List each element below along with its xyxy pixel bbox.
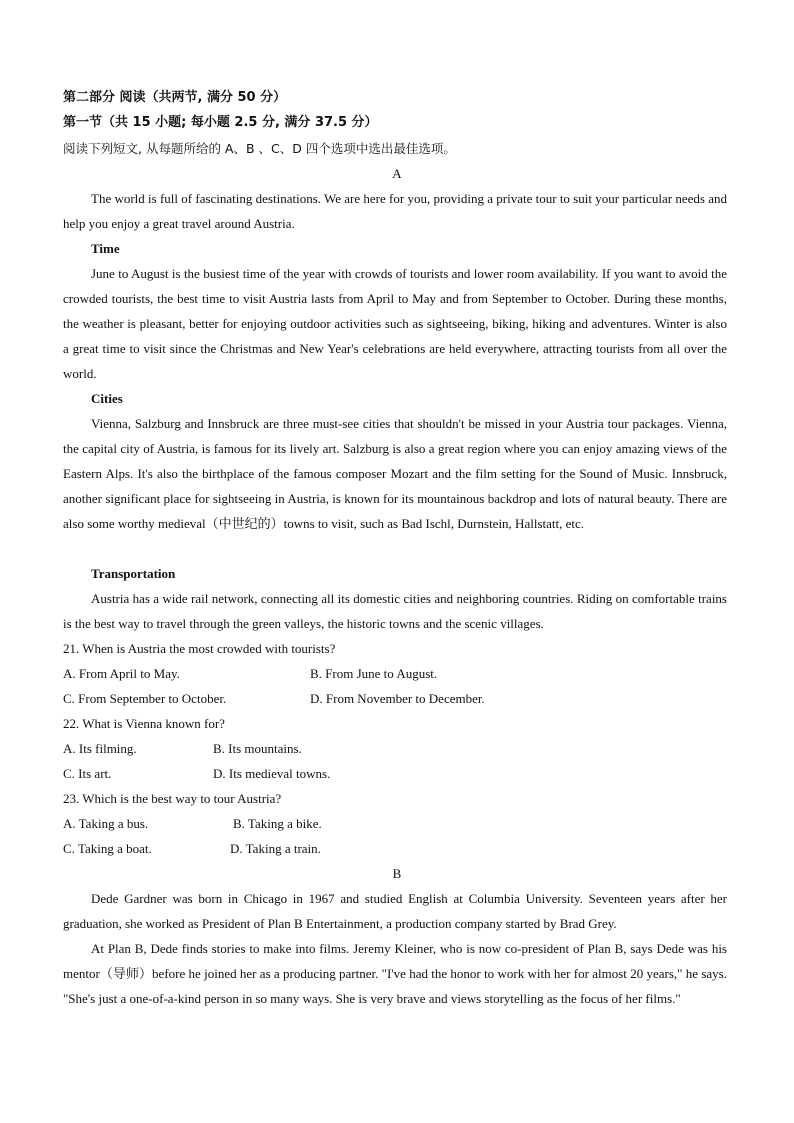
passage-a-intro (63, 186, 727, 236)
instruction-text: 阅读下列短文, 从每题所给的 A、B 、C、D 四个选项中选出最佳选项。 (63, 141, 456, 156)
passage-b-paragraph-1-text: Dede Gardner was born in Chicago in 1967 and studied English at Columbia University. Seventeen years after her graduation, she worked as President of Plan B Entertainment, a production company started by Brad Grey. (63, 891, 727, 931)
paragraph-transportation (63, 586, 727, 636)
passage-b-paragraph-2 (63, 936, 727, 1011)
question-23-option-d: D. Taking a train. (230, 841, 321, 856)
paragraph-time (63, 261, 727, 386)
heading-time: Time (91, 241, 120, 256)
question-22-stem: 22. What is Vienna known for? (63, 716, 225, 731)
question-23-option-b: B. Taking a bike. (233, 816, 322, 831)
question-22-option-b: B. Its mountains. (213, 741, 302, 756)
question-23-option-c: C. Taking a boat. (63, 841, 152, 856)
section-title: 第一节（共 15 小题; 每小题 2.5 分, 满分 37.5 分） (63, 115, 378, 130)
question-22-option-a: A. Its filming. (63, 741, 137, 756)
paragraph-time-text: June to August is the busiest time of the year with crowds of tourists and lower room availability. If you want to avoid the crowded tourists, the best time to visit Austria lasts from April to May and from September to October. During these months, the weather is pleasant, better for enjoying outdoor activities such as sightseeing, biking, hiking and adventures. Winter is also a great time to visit since the Christmas and New Year's celebrations are held everywhere, attracting tourists from all over the world. (63, 266, 727, 381)
paragraph-cities-text: Vienna, Salzburg and Innsbruck are three must-see cities that shouldn't be missed in your Austria tour packages. Vienna, the capital city of Austria, is famous for its lively art. Salzburg is also a great region where you can enjoy amazing views of the Eastern Alps. It's also the birthplace of the famous composer Mozart and the film setting for the Sound of Music. Innsbruck, another significant place for sightseeing in Austria, is known for its mountainous backdrop and lots of natural beauty. There are also some worthy medieval（中世纪的）towns to visit, such as Bad Ischl, Durnstein, Hallstatt, etc. (63, 416, 727, 531)
heading-cities: Cities (91, 391, 123, 406)
part-title: 第二部分 阅读（共两节, 满分 50 分） (63, 90, 287, 105)
paragraph-transportation-text: Austria has a wide rail network, connecting all its domestic cities and neighboring countries. Riding on comfortable trains is the best way to travel through the green valleys, the historic towns and the scenic villages. (63, 591, 727, 631)
question-21-option-c: C. From September to October. (63, 691, 227, 706)
paragraph-cities (63, 411, 727, 536)
question-23-option-a: A. Taking a bus. (63, 816, 149, 831)
passage-a-intro-text: The world is full of fascinating destinations. We are here for you, providing a private tour to suit your particular needs and help you enjoy a great travel around Austria. (63, 191, 727, 231)
question-22-option-d: D. Its medieval towns. (213, 766, 331, 781)
passage-a-letter: A (392, 166, 402, 181)
question-23-stem: 23. Which is the best way to tour Austria? (63, 791, 282, 806)
passage-b-paragraph-2-text: At Plan B, Dede finds stories to make into films. Jeremy Kleiner, who is now co-president of Plan B, says Dede was his mentor（导师）before he joined her as a producing partner. "I've had the honor to work with her for almost 20 years," he says. "She's just a one-of-a-kind person in so many ways. She is very brave and views storytelling as the focus of her films." (63, 941, 727, 1006)
passage-b-paragraph-1 (63, 886, 727, 936)
heading-transportation: Transportation (91, 566, 176, 581)
question-21-option-b: B. From June to August. (310, 666, 438, 681)
question-21-stem: 21. When is Austria the most crowded with tourists? (63, 641, 336, 656)
question-22-option-c: C. Its art. (63, 766, 112, 781)
question-21-option-d: D. From November to December. (310, 691, 485, 706)
passage-b-letter: B (392, 866, 402, 881)
question-21-option-a: A. From April to May. (63, 666, 180, 681)
